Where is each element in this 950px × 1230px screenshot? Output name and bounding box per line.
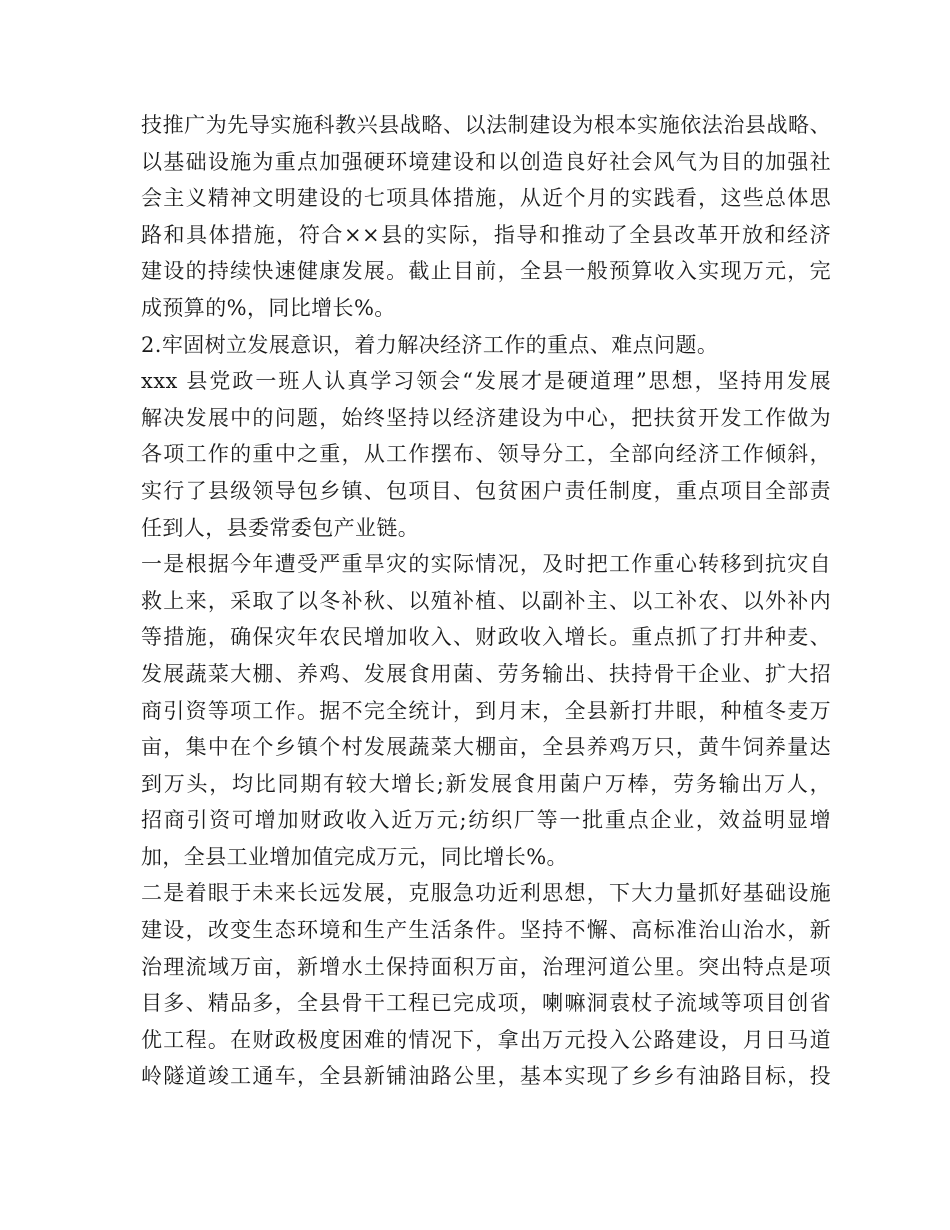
- text-line-18: 亩，集中在个乡镇个村发展蔬菜大棚亩，全县养鸡万只，黄牛饲养量达: [141, 735, 831, 760]
- text-line-19: 到万头，均比同期有较大增长;新发展食用菌户万棒，劳务输出万人，: [141, 771, 831, 796]
- document-body: [141, 107, 831, 1095]
- section-heading: 2.牢固树立发展意识，着力解决经济工作的重点、难点问题。: [141, 332, 719, 357]
- text-line-12: 任到人，县委常委包产业链。: [141, 515, 420, 540]
- text-line-9: 解决发展中的问题，始终坚持以经济建设为中心，把扶贫开发工作做为: [141, 405, 831, 430]
- text-line-20: 招商引资可增加财政收入近万元;纺织厂等一批重点企业，效益明显增: [141, 808, 831, 833]
- text-line-5: 建设的持续快速健康发展。截止目前，全县一般预算收入实现万元，完: [141, 259, 831, 284]
- text-line-27: 岭隧道竣工通车，全县新铺油路公里，基本实现了乡乡有油路目标，投: [141, 1064, 831, 1089]
- text-line-22: 二是着眼于未来长远发展，克服急功近利思想，下大力量抓好基础设施: [141, 881, 831, 906]
- text-line-24: 治理流域万亩，新增水土保持面积万亩，治理河道公里。突出特点是项: [141, 954, 831, 979]
- text-line-13: 一是根据今年遭受严重旱灾的实际情况，及时把工作重心转移到抗灾自: [141, 552, 831, 577]
- text-line-2: 以基础设施为重点加强硬环境建设和以创造良好社会风气为目的加强社: [141, 149, 831, 174]
- text-line-16: 发展蔬菜大棚、养鸡、发展食用菌、劳务输出、扶持骨干企业、扩大招: [141, 661, 831, 686]
- text-line-26: 优工程。在财政极度困难的情况下，拿出万元投入公路建设，月日马道: [141, 1027, 831, 1052]
- text-line-8: xxx 县党政一班人认真学习领会“发展才是硬道理”思想，坚持用发展: [141, 369, 831, 394]
- text-line-6: 成预算的%，同比增长%。: [141, 295, 396, 320]
- text-line-21: 加，全县工业增加值完成万元，同比增长%。: [141, 844, 568, 869]
- text-line-25: 目多、精品多，全县骨干工程已完成项，喇嘛洞袁杖子流域等项目创省: [141, 991, 831, 1016]
- text-line-11: 实行了县级领导包乡镇、包项目、包贫困户责任制度，重点项目全部责: [141, 478, 831, 503]
- text-line-1: 技推广为先导实施科教兴县战略、以法制建设为根本实施依法治县战略、: [141, 113, 831, 137]
- text-line-23: 建设，改变生态环境和生产生活条件。坚持不懈、高标准治山治水，新: [141, 918, 831, 943]
- text-line-4: 路和具体措施，符合××县的实际，指导和推动了全县改革开放和经济: [141, 222, 831, 247]
- text-line-17: 商引资等项工作。据不完全统计，到月末，全县新打井眼，种植冬麦万: [141, 698, 831, 723]
- text-line-10: 各项工作的重中之重，从工作摆布、领导分工，全部向经济工作倾斜，: [141, 442, 831, 467]
- text-line-14: 救上来，采取了以冬补秋、以殖补植、以副补主、以工补农、以外补内: [141, 588, 831, 613]
- text-line-15: 等措施，确保灾年农民增加收入、财政收入增长。重点抓了打井种麦、: [141, 625, 831, 650]
- text-line-3: 会主义精神文明建设的七项具体措施，从近个月的实践看，这些总体思: [141, 186, 831, 211]
